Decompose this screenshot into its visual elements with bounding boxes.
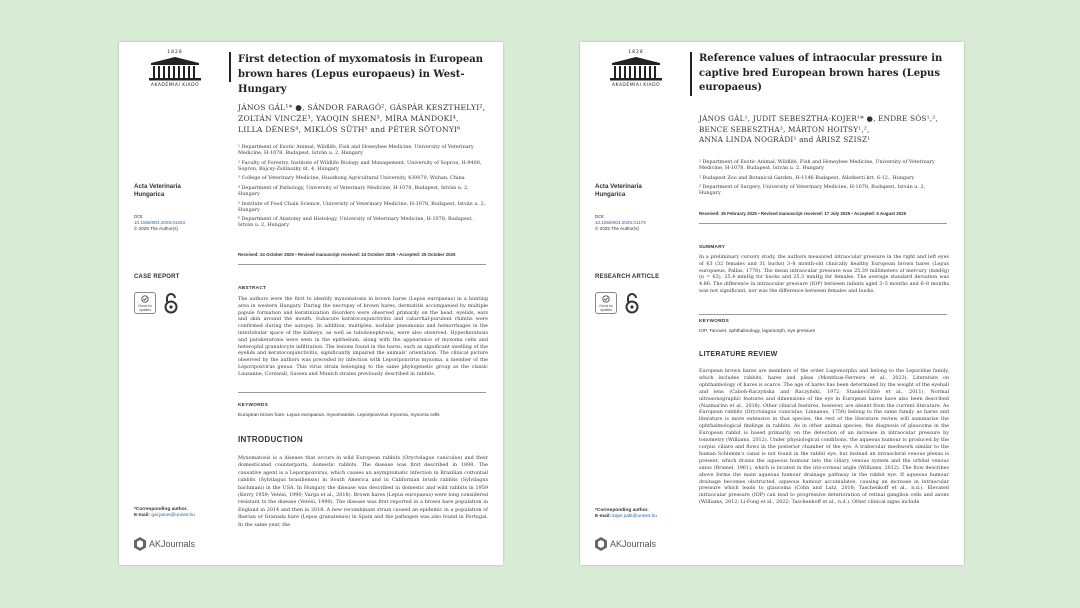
corresponding-author xyxy=(595,508,657,520)
affiliation: ² Budapest Zoo and Botanical Garden, H-1146 Budapest, Állatkerti krt. 6-12., Hungary xyxy=(699,174,915,181)
divider xyxy=(238,392,486,393)
akjournals-icon xyxy=(134,537,146,551)
publisher-logo xyxy=(600,50,672,88)
check-for-updates-badge[interactable] xyxy=(134,292,156,314)
doi-link[interactable]: 10.1556/004.2025.01254 xyxy=(134,220,186,225)
affiliation: ² Faculty of Forestry, Institute of Wildlife Biology and Management, University of Sopron, H-9400, Sopron, Bajcsy-Zsilinszky út. 4, Hungary xyxy=(238,159,482,172)
affiliation: ⁵ Institute of Food Chain Science, University of Veterinary Medicine, H-1078, Budapest, István u. 2, Hungary xyxy=(238,200,486,213)
keywords: IOP, Tonovet, ophthalmology, lagomorph, eye pressure xyxy=(699,329,816,334)
paper-title: Reference values of intraocular pressure in captive bred European brown hares (Lepus europaeus) xyxy=(699,53,943,93)
corresponding-author-label: *Corresponding author. xyxy=(134,507,188,512)
paper-title: First detection of myxomatosis in European brown hares (Lepus europaeus) in West-Hungary xyxy=(238,54,484,95)
section-heading: LITERATURE REVIEW xyxy=(699,351,778,358)
affiliations xyxy=(238,144,486,232)
divider xyxy=(238,264,486,265)
affiliations xyxy=(699,159,947,200)
paper-1-main xyxy=(229,42,491,565)
abstract-text: In a preliminary cursory study, the authors measured intraocular pressure in the right and left eyes of 63 (32 females and 31 bucks) 3–8 month-old clinically healthy European brown hares (Lepus europaeus, Pallas, 1778). The mean intraocular pressure was 25.39 millimeters of mercury (mmHg) (n = 63), 25.4 mmHg for bucks and 25.3 mmHg for females. The average standard deviation was 4.86. The difference in intraocular pressure (IOP) between infants aged 3–5 months and 6–8 months was not significant, nor was the difference between females and bucks. xyxy=(699,254,949,294)
received-dates: Received: 25 February 2025 • Revised manuscript received: 17 July 2025 • Accepted: 5 August 2025 xyxy=(699,211,907,216)
open-access-icon xyxy=(164,292,178,314)
author-line: ZOLTÁN VINCZE³, YAOQIN SHEN³, MÍRA MÁNDOKI⁴, xyxy=(238,114,459,123)
akjournals-label: AKJournals xyxy=(149,539,196,549)
paper-1-sidebar xyxy=(119,42,227,565)
journal-name: Acta Veterinaria Hungarica xyxy=(595,183,642,198)
paper-page-2 xyxy=(580,42,964,565)
affiliation: ⁶ Department of Anatomy and Histology, University of Veterinary Medicine, H-1078, Budapest, István u. 2, Hungary xyxy=(238,216,473,229)
akjournals-logo xyxy=(134,537,195,551)
publisher-logo xyxy=(139,50,211,88)
title-rule xyxy=(690,52,692,96)
akjournals-logo xyxy=(595,537,656,551)
academy-building-icon xyxy=(608,56,664,82)
check-updates-icon xyxy=(141,295,149,303)
received-dates: Received: 24 October 2025 • Revised manuscript received: 24 October 2025 • Accepted: 25 October 2025 xyxy=(238,252,456,257)
copyright: © 2025 The Author(s) xyxy=(134,226,178,231)
paper-2-main xyxy=(690,42,952,565)
doi-block xyxy=(595,214,646,232)
abstract-text: The authors were the first to identify myxomatosis in brown hares (Lepus europaeus) in a hunting area in western Hungary. During the necropsy of brown hares, dermatitis accompanied by multiple papule formation and keratinization disorders were observed primarily on the head, eyelids, ears and skin around the mouth. Subacute keratoconjunctivitis and catarrhal-purulent rhinitis were confirmed during the autopsy. In addition, multiplex, nodular pneumonia and hemorrhages in the interlobular space of the kidneys, as well as tubulonephrosis, were also observed. Hyperkeratosis and parakeratosis were seen in the epithelium, along with the appearance of myxoma cells and heterophil granulocyte infiltration. The lesions found in the hares, such as significant swelling of the eyelids and keratoconjunctivitis, significantly impaired the animals' orientation. The clinical picture observed by the authors was preceded by infection with Leporipoxvirus myxoma, a member of the Leporipoxvirus genus. This virus strain belonging to the same phylogenetic group as the classic Lausanne, Cornwall, Sussex and Munich strains previously described in rabbits. xyxy=(238,296,488,377)
author-list xyxy=(238,102,485,135)
corresponding-author-label: *Corresponding author. xyxy=(595,508,649,513)
affiliation: ¹ Department of Exotic Animal, Wildlife, Fish and Honeybee Medicine, University of Veterinary Medicine, H-1078, Budapest, István u. 2, Hungary xyxy=(699,159,935,172)
affiliation: ³ College of Veterinary Medicine, Huazhong Agricultural University, 430070, Wuhan, China xyxy=(238,175,465,182)
doi-label: DOI: xyxy=(134,214,144,219)
doi-block xyxy=(134,214,185,232)
check-updates-icon xyxy=(602,295,610,303)
journal-name: Acta Veterinaria Hungarica xyxy=(134,183,181,198)
paper-2-sidebar xyxy=(580,42,688,565)
introduction-text: Myxomatosis is a disease that occurs in wild European rabbits (Oryctolagus cuniculus) and their domesticated counterparts, domestic rabbits. The disease was first described in 1898. The causative agent is a Leporipoxvirus, which causes an asymptomatic infection in Brazilian cottontail rabbits (Sylvilagus brasiliensis) in South America and in Californian brush rabbits (Sylvilagus bachmani) in the USA. In Hungary the disease was described in domestic and wild rabbits in 1959 (Kerry 1959; Vetési, 1990; Varga et al., 2018). Brown hares (Lepus europaeus) were long considered resistant to the disease (Vetési, 1990). The disease was first reported in a brown hare population in England in 2014 and then in 2018. A new recombinant strain caused an epidemic in a population of Iberian or Granada hare (Lepus granatensis) in Spain and the pathogen was also found in Portugal. In the same year, the xyxy=(238,455,488,528)
doi-label: DOI: xyxy=(595,214,605,219)
divider xyxy=(699,314,947,315)
author-line: ANNA LINDA NOGRÁDI¹ and ÁRISZ SZISZ¹ xyxy=(699,135,871,144)
abstract-heading: ABSTRACT xyxy=(238,285,267,290)
author-line: LILLA DÉNES⁴, MIKLÓS SÜTH⁵ and PÉTER SŐTONYI⁶ xyxy=(238,125,461,134)
check-for-updates-label: Check for updates xyxy=(598,304,614,312)
author-line: JÁNOS GÁL¹, JUDIT SEBESZTHA-KOJER¹* ●, ENDRE SÓS¹,², xyxy=(699,114,938,123)
check-for-updates-label: Check for updates xyxy=(137,304,153,312)
title-rule xyxy=(229,52,231,82)
akjournals-label: AKJournals xyxy=(610,539,657,549)
affiliation: ⁴ Department of Pathology, University of Veterinary Medicine, H-1078, Budapest, István u. 2, Hungary xyxy=(238,184,469,198)
badges xyxy=(595,292,639,314)
email-label: E-mail: xyxy=(595,514,611,520)
section-heading: INTRODUCTION xyxy=(238,435,303,444)
publisher-name: AKADÉMIAI KIADÓ xyxy=(611,83,661,88)
keywords-heading: KEYWORDS xyxy=(699,318,730,323)
keywords: European brown hare, Lepus europaeus, myxomatosis, Leporipoxvirus myxoma, myxoma cells xyxy=(238,413,440,418)
copyright: © 2025 The Author(s) xyxy=(595,226,639,231)
keywords-heading: KEYWORDS xyxy=(238,402,269,407)
email-label: E-mail: xyxy=(134,513,150,519)
divider xyxy=(699,223,947,224)
doi-link[interactable]: 10.1556/004.2025.01179 xyxy=(595,220,646,225)
author-list xyxy=(699,114,938,146)
akjournals-icon xyxy=(595,537,607,551)
article-type: RESEARCH ARTICLE xyxy=(595,274,660,280)
affiliation: ¹ Department of Exotic Animal, Wildlife, Fish and Honeybee Medicine, University of Veterinary Medicine, H-1078, Budapest, István u. 2, Hungary xyxy=(238,144,474,157)
abstract-heading: SUMMARY xyxy=(699,244,726,249)
corresponding-email-link[interactable]: gal.janos@univet.hu xyxy=(151,513,195,519)
corresponding-author xyxy=(134,507,195,519)
check-for-updates-badge[interactable] xyxy=(595,292,617,314)
open-access-icon xyxy=(625,292,639,314)
affiliation: ³ Department of Surgery, University of Veterinary Medicine, H-1078, Budapest, István u. 2, Hungary xyxy=(699,184,926,197)
article-type: CASE REPORT xyxy=(134,274,180,280)
badges xyxy=(134,292,178,314)
academy-building-icon xyxy=(147,56,203,82)
paper-page-1 xyxy=(119,42,503,565)
publisher-year: 1828 xyxy=(167,50,183,55)
corresponding-email-link[interactable]: kojer.judit@univet.hu xyxy=(612,514,657,520)
literature-review-text: European brown hares are members of the order Lagomorpha and belong to the Leporidae family, which includes rabbits, hares and pikas (Montfaus-Ferreira et al., 2023). Literature on ophthalmology of hares is scarce. The age of hares has been determined by the weight of the eyeball and lens (Caboń-Raczyńska and Raczyński, 1972; Stankevičiūtė et al., 2011). Normal ultrasonographic features and dimensions of the eye in European hares have also been described (Nazmarino et al., 2018). Other clinical features, however, are absent from the current literature. As European rabbits (Oryctolagus cuniculus, Linnaeus, 1758) belong to the same family as hares and literature is more extensive in that species, the rest of the literature review will summarise the ophthalmological findings in rabbits. As in other animal species, the diagnosis of glaucoma in the European rabbit is based primarily on the detection of an increase in intraocular pressure by tonometry (Williams, 2012). Under physiological conditions, the aqueous humour is produced by the corpus ciliare and flows in the posterior chamber of the eye. A trabecular meshwork similar to the human Schlemm's canal is not found in the rabbit eye, but instead an intrascleral venous plexus is present, which drains the aqueous humour into the ciliary venous system and the orbital venous sinus (Bramel, 1961), which is located in the iris-corneal angle (Williams, 2012). The flow describes above forms the main aqueous humour drainage pathway in the rabbit eye. If aqueous humour drainage becomes obstructed, aqueous humour accumulates, causing an increase in intraocular pressure which leads to glaucoma (Cohn and Lutz, 2018; Taschenkoff et al., n.d.). Elevated intraocular pressure (IOP) can lead to progressive deterioration of retinal ganglion cells and axons (Williams, 2012; Li-Fong et al., 2022; Taschenkoff et al., n.d.). Other clinical signs include xyxy=(699,368,949,506)
publisher-name: AKADÉMIAI KIADÓ xyxy=(150,83,200,88)
author-line: JÁNOS GÁL¹* ●, SÁNDOR FARAGÓ², GÁSPÁR KESZTHELYI², xyxy=(238,103,486,112)
author-line: BENCE SEBESZTHA³, MÁRTON HOITSY¹,², xyxy=(699,124,870,134)
publisher-year: 1828 xyxy=(628,50,644,55)
